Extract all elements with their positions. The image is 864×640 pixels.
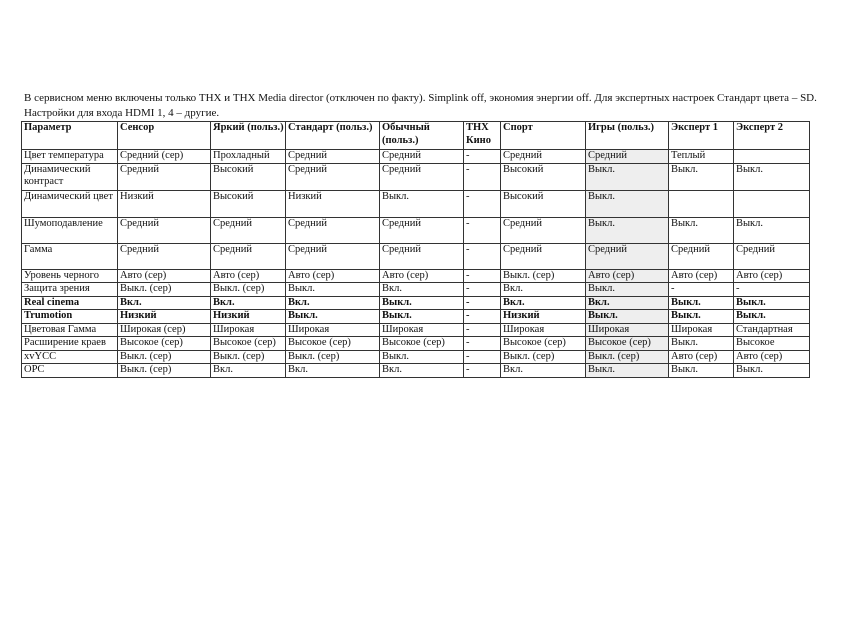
table-cell — [669, 190, 734, 217]
table-cell: Выкл. — [586, 283, 669, 297]
table-cell: Уровень черного — [22, 269, 118, 283]
table-cell: Стандартная — [734, 323, 810, 337]
table-cell: Выкл. — [380, 350, 464, 364]
table-cell: Выкл. — [286, 310, 380, 324]
table-cell: Авто (сер) — [734, 269, 810, 283]
table-cell: Вкл. — [286, 364, 380, 378]
table-cell: - — [669, 283, 734, 297]
table-cell: Низкий — [286, 190, 380, 217]
table-cell: - — [734, 283, 810, 297]
table-cell: Выкл. (сер) — [286, 350, 380, 364]
column-header: Стандарт (польз.) — [286, 122, 380, 150]
table-cell: Средний — [586, 150, 669, 164]
table-cell: Шумоподавление — [22, 217, 118, 243]
table-row — [22, 283, 810, 297]
table-cell: Выкл. — [669, 163, 734, 190]
table-cell: - — [464, 296, 501, 310]
table-cell: OPC — [22, 364, 118, 378]
table-cell: Широкая — [669, 323, 734, 337]
table-cell: Выкл. — [669, 337, 734, 351]
table-cell: Средний — [286, 217, 380, 243]
table-cell: Средний — [118, 163, 211, 190]
table-cell: Выкл. (сер) — [501, 269, 586, 283]
table-cell: Выкл. — [669, 364, 734, 378]
table-cell: Цветовая Гамма — [22, 323, 118, 337]
table-cell: Средний — [211, 217, 286, 243]
table-cell: - — [464, 190, 501, 217]
table-row — [22, 217, 810, 243]
table-cell: Real cinema — [22, 296, 118, 310]
table-cell: Выкл. — [586, 217, 669, 243]
table-cell: Высокое — [734, 337, 810, 351]
table-cell: Средний — [380, 217, 464, 243]
table-cell: Авто (сер) — [211, 269, 286, 283]
table-cell: Прохладный — [211, 150, 286, 164]
table-cell: Низкий — [118, 310, 211, 324]
table-cell: Вкл. — [501, 296, 586, 310]
column-header: Яркий (польз.) — [211, 122, 286, 150]
table-cell: Низкий — [501, 310, 586, 324]
table-cell: Средний — [380, 163, 464, 190]
table-cell: Средний — [380, 150, 464, 164]
table-cell: Динамический контраст — [22, 163, 118, 190]
table-cell: Широкая — [501, 323, 586, 337]
table-cell: Авто (сер) — [118, 269, 211, 283]
table-cell: Средний — [669, 243, 734, 269]
table-cell: Выкл. — [669, 296, 734, 310]
table-cell: - — [464, 150, 501, 164]
table-cell: - — [464, 350, 501, 364]
table-cell: Широкая — [286, 323, 380, 337]
column-header: THX Кино — [464, 122, 501, 150]
table-cell: Выкл. — [380, 310, 464, 324]
column-header: Игры (польз.) — [586, 122, 669, 150]
table-row — [22, 364, 810, 378]
table-cell: Расширение краев — [22, 337, 118, 351]
table-cell: Авто (сер) — [669, 269, 734, 283]
table-cell: Выкл. (сер) — [118, 364, 211, 378]
table-cell: Высокий — [211, 163, 286, 190]
table-cell: Выкл. — [380, 296, 464, 310]
table-cell: Авто (сер) — [286, 269, 380, 283]
table-cell: Средний — [501, 243, 586, 269]
table-cell: Вкл. — [380, 364, 464, 378]
table-cell: Низкий — [118, 190, 211, 217]
table-cell: Выкл. — [586, 310, 669, 324]
table-cell: Авто (сер) — [586, 269, 669, 283]
table-cell: Широкая — [380, 323, 464, 337]
table-cell: Авто (сер) — [669, 350, 734, 364]
table-cell: Выкл. — [734, 296, 810, 310]
table-cell: Вкл. — [501, 364, 586, 378]
table-cell: xvYCC — [22, 350, 118, 364]
table-cell: Средний — [286, 150, 380, 164]
table-cell: Низкий — [211, 310, 286, 324]
table-cell: Вкл. — [211, 364, 286, 378]
column-header: Эксперт 2 — [734, 122, 810, 150]
table-cell: Выкл. (сер) — [211, 350, 286, 364]
table-cell: Вкл. — [501, 283, 586, 297]
table-cell: Защита зрения — [22, 283, 118, 297]
table-cell: Средний — [118, 217, 211, 243]
table-cell: Средний — [586, 243, 669, 269]
table-header-row — [22, 122, 810, 150]
table-cell: Выкл. (сер) — [586, 350, 669, 364]
table-row — [22, 296, 810, 310]
table-cell: Вкл. — [118, 296, 211, 310]
table-cell — [734, 150, 810, 164]
table-cell: - — [464, 310, 501, 324]
table-cell: Выкл. — [669, 217, 734, 243]
table-row — [22, 190, 810, 217]
table-cell: - — [464, 217, 501, 243]
table-cell: Широкая — [586, 323, 669, 337]
table-cell: Широкая — [211, 323, 286, 337]
table-cell: Высокое (сер) — [501, 337, 586, 351]
table-cell: Выкл. — [734, 364, 810, 378]
table-cell: Выкл. — [586, 364, 669, 378]
table-cell: Средний — [118, 243, 211, 269]
table-cell: - — [464, 364, 501, 378]
table-row — [22, 310, 810, 324]
table-row — [22, 269, 810, 283]
column-header: Параметр — [22, 122, 118, 150]
table-cell: Высокое (сер) — [380, 337, 464, 351]
table-cell: Выкл. — [734, 163, 810, 190]
table-cell: Выкл. (сер) — [118, 283, 211, 297]
table-cell: Выкл. — [586, 190, 669, 217]
table-row — [22, 150, 810, 164]
table-cell: - — [464, 243, 501, 269]
table-cell: Вкл. — [586, 296, 669, 310]
table-row — [22, 337, 810, 351]
table-cell: Выкл. (сер) — [118, 350, 211, 364]
table-cell: Теплый — [669, 150, 734, 164]
column-header: Эксперт 1 — [669, 122, 734, 150]
table-cell: Средний — [501, 217, 586, 243]
table-cell: Вкл. — [286, 296, 380, 310]
intro-paragraph: В сервисном меню включены только THX и THX Media director (отключен по факту). Simplink off, экономия энергии off. Для экспертных настроек Стандарт цвета – SD. Настройки для входа HDMI 1, 4 – другие. — [24, 92, 817, 119]
table-cell: Гамма — [22, 243, 118, 269]
table-cell: Авто (сер) — [380, 269, 464, 283]
table-row — [22, 350, 810, 364]
table-cell: Высокий — [501, 163, 586, 190]
table-cell: Выкл. — [734, 310, 810, 324]
table-row — [22, 323, 810, 337]
table-cell: Средний — [380, 243, 464, 269]
table-cell: Высокое (сер) — [118, 337, 211, 351]
table-cell: Широкая (сер) — [118, 323, 211, 337]
table-cell: - — [464, 337, 501, 351]
table-cell: Выкл. — [734, 217, 810, 243]
table-cell: Высокий — [501, 190, 586, 217]
table-cell: Вкл. — [380, 283, 464, 297]
table-cell: Выкл. — [380, 190, 464, 217]
table-cell: - — [464, 269, 501, 283]
table-row — [22, 163, 810, 190]
table-cell: Средний (сер) — [118, 150, 211, 164]
table-cell: Средний — [211, 243, 286, 269]
table-cell: - — [464, 283, 501, 297]
table-cell: Высокое (сер) — [586, 337, 669, 351]
table-cell: Высокое (сер) — [286, 337, 380, 351]
table-row — [22, 243, 810, 269]
column-header: Спорт — [501, 122, 586, 150]
table-cell: Средний — [286, 243, 380, 269]
table-cell: Выкл. — [286, 283, 380, 297]
table-cell: Выкл. (сер) — [211, 283, 286, 297]
table-cell: Средний — [501, 150, 586, 164]
table-cell: Выкл. — [669, 310, 734, 324]
table-cell: Выкл. — [586, 163, 669, 190]
column-header: Сенсор — [118, 122, 211, 150]
table-cell: Цвет температура — [22, 150, 118, 164]
table-cell: Выкл. (сер) — [501, 350, 586, 364]
table-cell: Динамический цвет — [22, 190, 118, 217]
table-cell: Средний — [286, 163, 380, 190]
table-cell — [734, 190, 810, 217]
table-cell: Авто (сер) — [734, 350, 810, 364]
column-header: Обычный (польз.) — [380, 122, 464, 150]
settings-table — [21, 121, 810, 378]
table-cell: Средний — [734, 243, 810, 269]
table-cell: Trumotion — [22, 310, 118, 324]
table-cell: Вкл. — [211, 296, 286, 310]
table-cell: - — [464, 163, 501, 190]
table-cell: Высокий — [211, 190, 286, 217]
table-cell: - — [464, 323, 501, 337]
table-cell: Высокое (сер) — [211, 337, 286, 351]
